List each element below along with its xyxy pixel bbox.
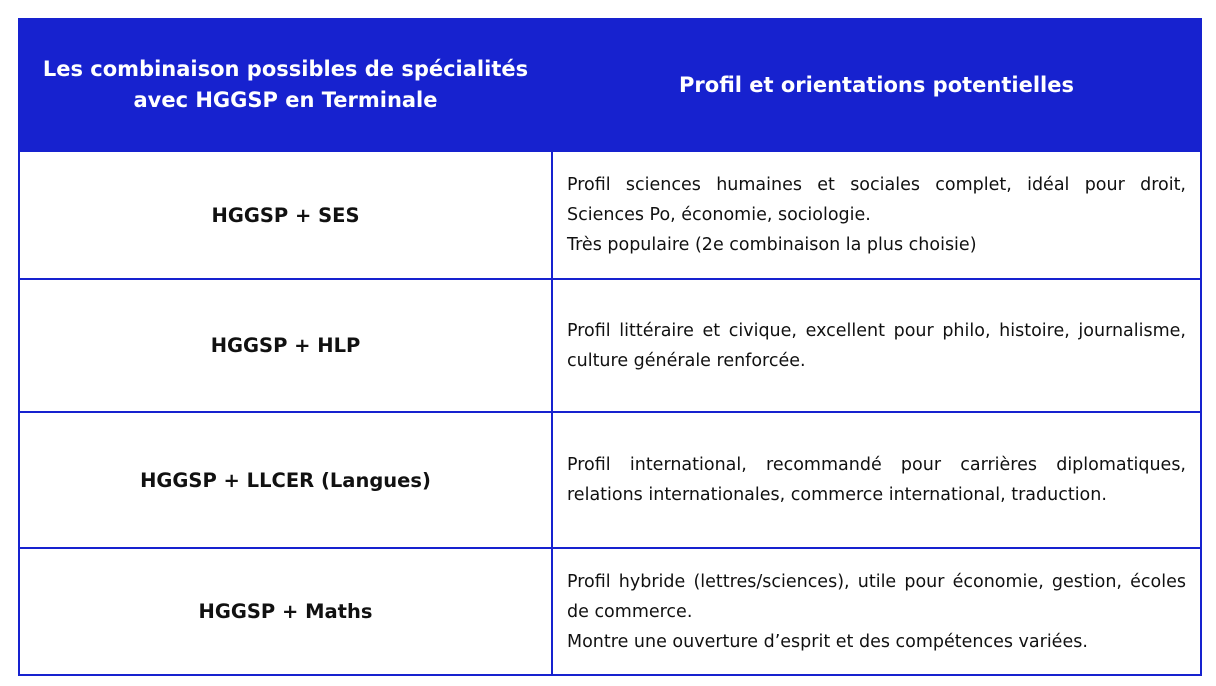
profile-text: Très populaire (2e combinaison la plus choisie) xyxy=(567,235,977,255)
profile-text: Profil international, recommandé pour carrières diplomatiques, relations internationales, commerce international, traduction. xyxy=(567,455,1186,505)
header-combinations: Les combinaison possibles de spécialités avec HGGSP en Terminale xyxy=(19,19,552,151)
profile-cell xyxy=(552,151,1201,279)
combination-cell: HGGSP + HLP xyxy=(19,279,552,412)
profile-text: Profil littéraire et civique, excellent pour philo, histoire, journalisme, culture générale renforcée. xyxy=(567,320,1186,371)
combination-cell: HGGSP + Maths xyxy=(19,548,552,675)
profile-text: Profil sciences humaines et sociales complet, idéal pour droit, Sciences Po, économie, sociologie. xyxy=(567,175,1186,225)
table-row xyxy=(19,548,1201,675)
table-row xyxy=(19,412,1201,548)
profile-text: Profil hybride (lettres/sciences), utile pour économie, gestion, écoles de commerce. xyxy=(567,571,1186,622)
table-row xyxy=(19,151,1201,279)
profile-text: Montre une ouverture d’esprit et des compétences variées. xyxy=(567,631,1088,652)
combination-cell: HGGSP + SES xyxy=(19,151,552,279)
profile-cell xyxy=(552,279,1201,412)
specialites-table xyxy=(18,18,1202,676)
profile-cell xyxy=(552,548,1201,675)
combination-cell: HGGSP + LLCER (Langues) xyxy=(19,412,552,548)
table-header-row xyxy=(19,19,1201,151)
table-row xyxy=(19,279,1201,412)
profile-cell xyxy=(552,412,1201,548)
header-profile: Profil et orientations potentielles xyxy=(552,19,1201,151)
